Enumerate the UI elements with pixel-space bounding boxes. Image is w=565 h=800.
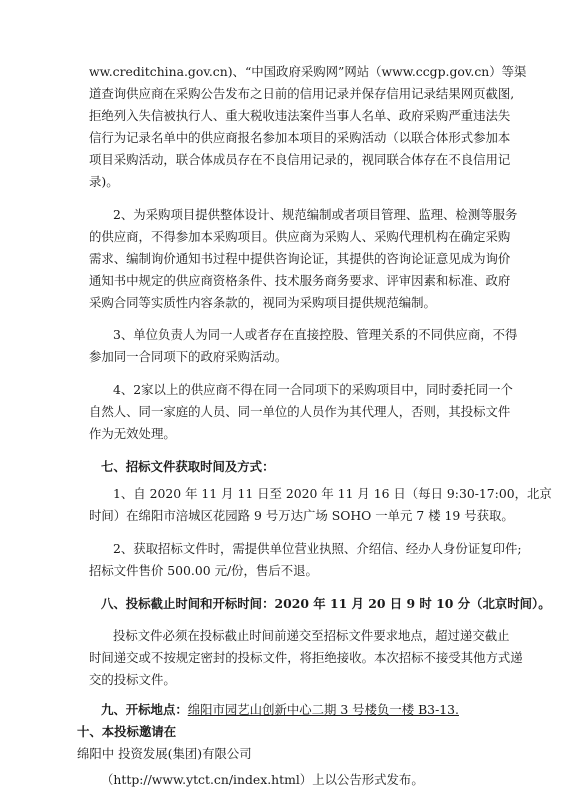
credit-para-line-4: 信行为记录名单中的供应商报名参加本项目的采购活动（以联合体形式参加本	[89, 130, 511, 145]
item3-line-2: 参加同一合同项下的政府采购活动。	[89, 349, 288, 364]
section9-line	[0, 702, 565, 718]
section10-url-line: （http://www.ytct.cn/index.html）上以公告形式发布。	[101, 772, 424, 787]
item3-line-1: 3、单位负责人为同一人或者存在直接控股、管理关系的不同供应商，不得	[113, 327, 518, 342]
section9-location: 绵阳市园艺山创新中心二期 3 号楼负一楼 B3-13.	[187, 702, 459, 717]
section8-line-2: 时间递交或不按规定密封的投标文件，将拒绝接收。本次招标不接受其他方式递	[89, 650, 523, 665]
credit-para-line-3: 拒绝列入失信被执行人、重大税收违法案件当事人名单、政府采购严重违法失	[89, 108, 511, 123]
section7-item2-line-1: 2、获取招标文件时，需提供单位营业执照、介绍信、经办人身份证复印件;	[113, 541, 522, 556]
credit-para-line-2: 道查询供应商在采购公告发布之日前的信用记录并保存信用记录结果网页截图,	[89, 86, 515, 101]
item2-line-4: 通知书中规定的供应商资格条件、技术服务商务要求、评审因素和标准、政府	[89, 273, 511, 288]
item2-line-2: 的供应商，不得参加本采购项目。供应商为采购人、采购代理机构在确定采购	[89, 229, 511, 244]
section10-title: 十、本投标邀请在	[77, 724, 177, 739]
section7-item2-line-2: 招标文件售价 500.00 元/份，售后不退。	[89, 563, 318, 578]
section7-item1-line-1: 1、自 2020 年 11 月 11 日至 2020 年 11 月 16 日（每日 9:30-17:00，北京	[113, 486, 552, 501]
section10-company: 绵阳中 投资发展(集团)有限公司	[77, 746, 252, 761]
item4-line-1: 4、2家以上的供应商不得在同一合同项下的采购项目中，同时委托同一个	[113, 382, 513, 397]
section8-title: 八、投标截止时间和开标时间：2020 年 11 月 20 日 9 时 10 分（北京时间）。	[101, 596, 551, 611]
credit-para-line-1: ww.creditchina.gov.cn)、“中国政府采购网”网站（www.ccgp.gov.cn）等渠	[89, 64, 527, 79]
section7-item1-line-2: 时间）在绵阳市涪城区花园路 9 号万达广场 SOHO 一单元 7 楼 19 号获取。	[89, 508, 514, 523]
section8-line-3: 交的投标文件。	[89, 672, 176, 687]
item2-line-3: 需求、编制询价通知书过程中提供咨询论证，其提供的咨询论证意见成为询价	[89, 251, 511, 266]
item4-line-3: 作为无效处理。	[89, 426, 176, 441]
item4-line-2: 自然人、同一家庭的人员、同一单位的人员作为其代理人，否则，其投标文件	[89, 404, 511, 419]
section8-line-1: 投标文件必须在投标截止时间前递交至招标文件要求地点，超过递交截止	[113, 628, 510, 643]
section7-title: 七、招标文件获取时间及方式：	[101, 459, 275, 474]
item2-line-1: 2、为采购项目提供整体设计、规范编制或者项目管理、监理、检测等服务	[113, 207, 518, 222]
section9-label: 九、开标地点：	[101, 702, 188, 717]
credit-para-line-6: 录)。	[89, 174, 119, 189]
credit-para-line-5: 项目采购活动，联合体成员存在不良信用记录的，视同联合体存在不良信用记	[89, 152, 511, 167]
item2-line-5: 采购合同等实质性内容条款的，视同为采购项目提供规范编制。	[89, 295, 436, 310]
